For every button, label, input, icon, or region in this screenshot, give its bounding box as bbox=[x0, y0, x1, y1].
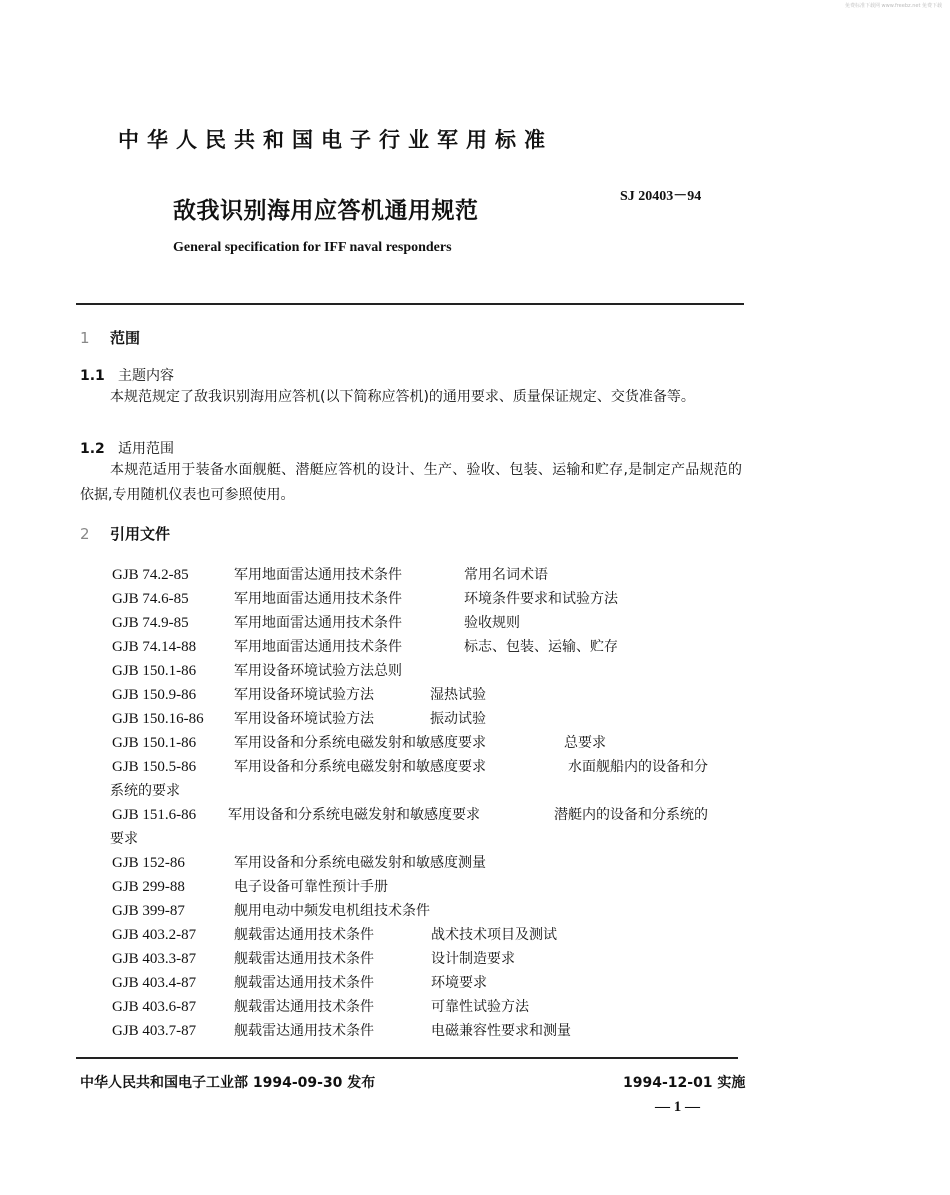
reference-subtitle: 设计制造要求 bbox=[431, 951, 515, 967]
reference-subtitle: 电磁兼容性要求和测量 bbox=[431, 1023, 571, 1039]
reference-subtitle: 可靠性试验方法 bbox=[431, 999, 529, 1015]
subsection-title: 适用范围 bbox=[118, 441, 174, 457]
reference-code: GJB 151.6-86 bbox=[112, 807, 197, 823]
reference-item bbox=[112, 587, 747, 611]
standard-code: SJ 20403－94 bbox=[620, 189, 702, 204]
reference-code: GJB 74.14-88 bbox=[112, 639, 197, 655]
reference-subtitle: 验收规则 bbox=[464, 615, 520, 631]
reference-item bbox=[112, 659, 747, 683]
document-title-en: General specification for IFF naval responders bbox=[173, 240, 452, 255]
section-1-1-body: 本规范规定了敌我识别海用应答机(以下简称应答机)的通用要求、质量保证规定、交货准备等。 bbox=[110, 389, 695, 405]
reference-code: GJB 403.3-87 bbox=[112, 951, 197, 967]
reference-item bbox=[112, 683, 747, 707]
reference-code: GJB 150.1-86 bbox=[112, 735, 197, 751]
reference-code: GJB 150.5-86 bbox=[112, 759, 197, 775]
subsection-number: 1.2 bbox=[80, 441, 105, 457]
reference-code: GJB 150.9-86 bbox=[112, 687, 197, 703]
reference-title: 军用设备环境试验方法 bbox=[234, 687, 374, 703]
reference-subtitle: 环境要求 bbox=[431, 975, 487, 991]
reference-continuation: 要求 bbox=[110, 831, 138, 847]
section-number: 1 bbox=[80, 329, 90, 347]
reference-subtitle: 常用名词术语 bbox=[464, 567, 548, 583]
reference-code: GJB 403.2-87 bbox=[112, 927, 197, 943]
section-title: 范围 bbox=[110, 329, 141, 347]
reference-item bbox=[112, 707, 747, 731]
reference-code: GJB 152-86 bbox=[112, 855, 185, 871]
reference-item bbox=[112, 923, 747, 947]
reference-title: 舰载雷达通用技术条件 bbox=[234, 999, 374, 1015]
reference-continuation: 系统的要求 bbox=[110, 783, 180, 799]
reference-item bbox=[112, 635, 747, 659]
header-divider bbox=[76, 303, 744, 305]
reference-code: GJB 399-87 bbox=[112, 903, 185, 919]
reference-item bbox=[112, 803, 747, 851]
reference-title: 电子设备可靠性预计手册 bbox=[234, 879, 388, 895]
corner-watermark: 免费标准下载网 www.freebz.net 免费下载 bbox=[844, 3, 942, 9]
reference-title: 舰载雷达通用技术条件 bbox=[234, 975, 374, 991]
reference-subtitle: 战术技术项目及测试 bbox=[431, 927, 557, 943]
reference-item bbox=[112, 971, 747, 995]
reference-code: GJB 150.1-86 bbox=[112, 663, 197, 679]
reference-title: 舰用电动中频发电机组技术条件 bbox=[234, 903, 430, 919]
reference-title: 舰载雷达通用技术条件 bbox=[234, 927, 374, 943]
reference-code: GJB 74.6-85 bbox=[112, 591, 189, 607]
reference-list bbox=[112, 563, 747, 1043]
section-2-heading bbox=[80, 523, 170, 544]
reference-title: 军用地面雷达通用技术条件 bbox=[234, 615, 402, 631]
footer-divider bbox=[76, 1057, 738, 1059]
reference-item bbox=[112, 947, 747, 971]
reference-code: GJB 74.2-85 bbox=[112, 567, 189, 583]
subsection-title: 主题内容 bbox=[118, 368, 174, 384]
document-title-cn: 敌我识别海用应答机通用规范 bbox=[173, 198, 479, 224]
reference-subtitle: 湿热试验 bbox=[430, 687, 486, 703]
reference-subtitle: 潜艇内的设备和分系统的 bbox=[554, 807, 708, 823]
reference-title: 舰载雷达通用技术条件 bbox=[234, 1023, 374, 1039]
reference-title: 军用设备环境试验方法总则 bbox=[234, 663, 402, 679]
reference-subtitle: 振动试验 bbox=[430, 711, 486, 727]
reference-item bbox=[112, 755, 747, 803]
reference-title: 军用设备和分系统电磁发射和敏感度要求 bbox=[234, 759, 486, 775]
section-1-heading bbox=[80, 327, 140, 348]
reference-item bbox=[112, 563, 747, 587]
reference-code: GJB 150.16-86 bbox=[112, 711, 204, 727]
page-number: — 1 — bbox=[655, 1099, 700, 1115]
reference-code: GJB 403.4-87 bbox=[112, 975, 197, 991]
reference-title: 军用设备和分系统电磁发射和敏感度要求 bbox=[228, 807, 480, 823]
reference-item bbox=[112, 995, 747, 1019]
section-1-2-heading bbox=[80, 438, 174, 458]
reference-title: 军用地面雷达通用技术条件 bbox=[234, 639, 402, 655]
reference-title: 军用设备和分系统电磁发射和敏感度要求 bbox=[234, 735, 486, 751]
reference-subtitle: 水面舰船内的设备和分 bbox=[568, 759, 708, 775]
reference-title: 军用设备环境试验方法 bbox=[234, 711, 374, 727]
effective-date: 1994-12-01 实施 bbox=[623, 1075, 746, 1091]
reference-title: 军用地面雷达通用技术条件 bbox=[234, 567, 402, 583]
section-title: 引用文件 bbox=[110, 525, 171, 543]
reference-code: GJB 403.6-87 bbox=[112, 999, 197, 1015]
section-number: 2 bbox=[80, 525, 90, 543]
section-1-2-body: 本规范适用于装备水面舰艇、潜艇应答机的设计、生产、验收、包装、运输和贮存,是制定产品规范的依据,专用随机仪表也可参照使用。 bbox=[80, 462, 742, 503]
reference-subtitle: 标志、包装、运输、贮存 bbox=[464, 639, 618, 655]
reference-title: 军用地面雷达通用技术条件 bbox=[234, 591, 402, 607]
reference-item bbox=[112, 899, 747, 923]
reference-title: 军用设备和分系统电磁发射和敏感度测量 bbox=[234, 855, 486, 871]
reference-subtitle: 环境条件要求和试验方法 bbox=[464, 591, 618, 607]
section-1-1-heading bbox=[80, 365, 174, 385]
reference-subtitle: 总要求 bbox=[564, 735, 606, 751]
standard-title: 中华人民共和国电子行业军用标准 bbox=[118, 128, 553, 152]
issue-statement: 中华人民共和国电子工业部 1994-09-30 发布 bbox=[80, 1075, 376, 1091]
reference-item bbox=[112, 1019, 747, 1043]
reference-code: GJB 299-88 bbox=[112, 879, 185, 895]
reference-title: 舰载雷达通用技术条件 bbox=[234, 951, 374, 967]
subsection-number: 1.1 bbox=[80, 368, 105, 384]
reference-code: GJB 74.9-85 bbox=[112, 615, 189, 631]
reference-item bbox=[112, 611, 747, 635]
reference-item bbox=[112, 731, 747, 755]
reference-item bbox=[112, 851, 747, 875]
reference-item bbox=[112, 875, 747, 899]
reference-code: GJB 403.7-87 bbox=[112, 1023, 197, 1039]
